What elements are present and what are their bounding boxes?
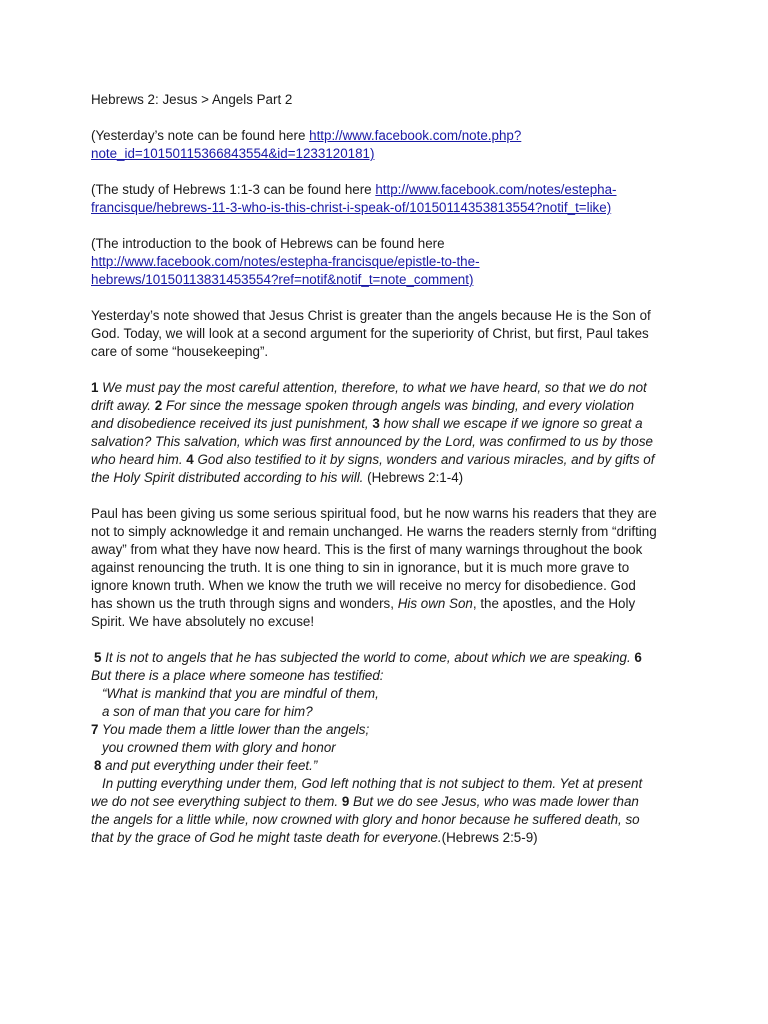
scripture-citation: (Hebrews 2:1-4)	[363, 470, 464, 485]
text-line: Paul has been giving us some serious spiritual food, but he now warns his readers that they are	[91, 506, 657, 521]
text-line: against renouncing the truth. It is one thing to sin in ignorance, but it is much more grave to	[91, 560, 630, 575]
hebrews-1-study-link-cont[interactable]: francisque/hebrews-11-3-who-is-this-christ-i-speak-of/10150114353813554?notif_t=like)	[91, 200, 612, 215]
verse-number: 7	[91, 722, 99, 737]
yesterday-note-link-cont[interactable]: note_id=10150115366843554&id=1233120181)	[91, 146, 375, 161]
scripture-hebrews-2-5-9: 5 It is not to angels that he has subjected the world to come, about which we are speaking. 6 But there is a place where someone has testified: “What is mankind that you are mindful of them, a son of man that you care for him? 7 You made them a little lower than the angels; you crowned them with glory and honor 8 and put everything under their feet.” In putting everything under them, God left nothing that is not subject to them. Yet at present we do not see everything subject to them. 9 But we do see Jesus, who was made lower than the angels for a little while, now crowned with glory and honor because he suffered death, so that by the grace of God he might taste death for everyone.(Hebrews 2:5-9)	[91, 650, 643, 845]
document-title: Hebrews 2: Jesus > Angels Part 2	[91, 92, 293, 107]
intro-paragraph	[91, 307, 691, 361]
commentary-paragraph: Paul has been giving us some serious spiritual food, but he now warns his readers that they are not to simply acknowledge it and remain unchanged. He warns the readers sternly from “drifting away” from what they have now heard. This is the first of many warnings throughout the book against renouncing the truth. It is one thing to sin in ignorance, but it is much more grave to ignore known truth. When we know the truth we will receive no mercy for disobedience. God has shown us the truth through signs and wonders, His own Son, the apostles, and the Holy Spirit. We have absolutely no excuse!	[91, 505, 691, 631]
scripture-hebrews-2-1-4: 1 We must pay the most careful attention, therefore, to what we have heard, so that we do not drift away. 2 For since the message spoken through angels was binding, and every violation and disobedience received its just punishment, 3 how shall we escape if we ignore so great a salvation? This salvation, which was first announced by the Lord, was confirmed to us by those who heard him. 4 God also testified to it by signs, wonders and various miracles, and by gifts of the Holy Spirit distributed according to his will. (Hebrews 2:1-4)	[91, 380, 655, 485]
verse-number: 2	[154, 398, 163, 413]
note-prefix: (Yesterday’s note can be found here	[91, 128, 310, 143]
note-prefix: (The introduction to the book of Hebrews can be found here	[91, 236, 445, 251]
hebrews-1-study-reference	[91, 181, 691, 217]
verse-number: 1	[91, 380, 99, 395]
yesterday-note-reference	[91, 127, 691, 163]
verse-number: 4	[186, 452, 194, 467]
introduction-reference	[91, 235, 691, 289]
hebrews-1-study-link[interactable]: http://www.facebook.com/notes/estepha-	[375, 182, 617, 197]
verse-number: 6	[634, 650, 642, 665]
verse-number: 8	[94, 758, 102, 773]
introduction-link-cont[interactable]: hebrews/10150113831453554?ref=notif&notif_t=note_comment)	[91, 272, 474, 287]
text-line: Spirit. We have absolutely no excuse!	[91, 614, 315, 629]
introduction-link[interactable]: http://www.facebook.com/notes/estepha-francisque/epistle-to-the-	[91, 254, 480, 269]
yesterday-note-link[interactable]: http://www.facebook.com/note.php?	[309, 128, 522, 143]
text-line: not to simply acknowledge it and remain unchanged. He warns the readers sternly from “drifting	[91, 524, 657, 539]
text-line: away” from what they have now heard. This is the first of many warnings throughout the book	[91, 542, 643, 557]
verse-number: 9	[341, 794, 350, 809]
scripture-citation: (Hebrews 2:5-9)	[441, 830, 538, 845]
text-line: ignore known truth. When we know the truth we will receive no mercy for disobedience. God	[91, 578, 636, 593]
text-line: God. Today, we will look at a second argument for the superiority of Christ, but first, Paul takes	[91, 326, 649, 341]
text-line: Yesterday’s note showed that Jesus Christ is greater than the angels because He is the Son of	[91, 308, 651, 323]
note-prefix: (The study of Hebrews 1:1-3 can be found here	[91, 182, 376, 197]
verse-number: 5	[94, 650, 102, 665]
document-page	[91, 91, 691, 865]
text-line: care of some “housekeeping”.	[91, 344, 269, 359]
verse-number: 3	[372, 416, 380, 431]
